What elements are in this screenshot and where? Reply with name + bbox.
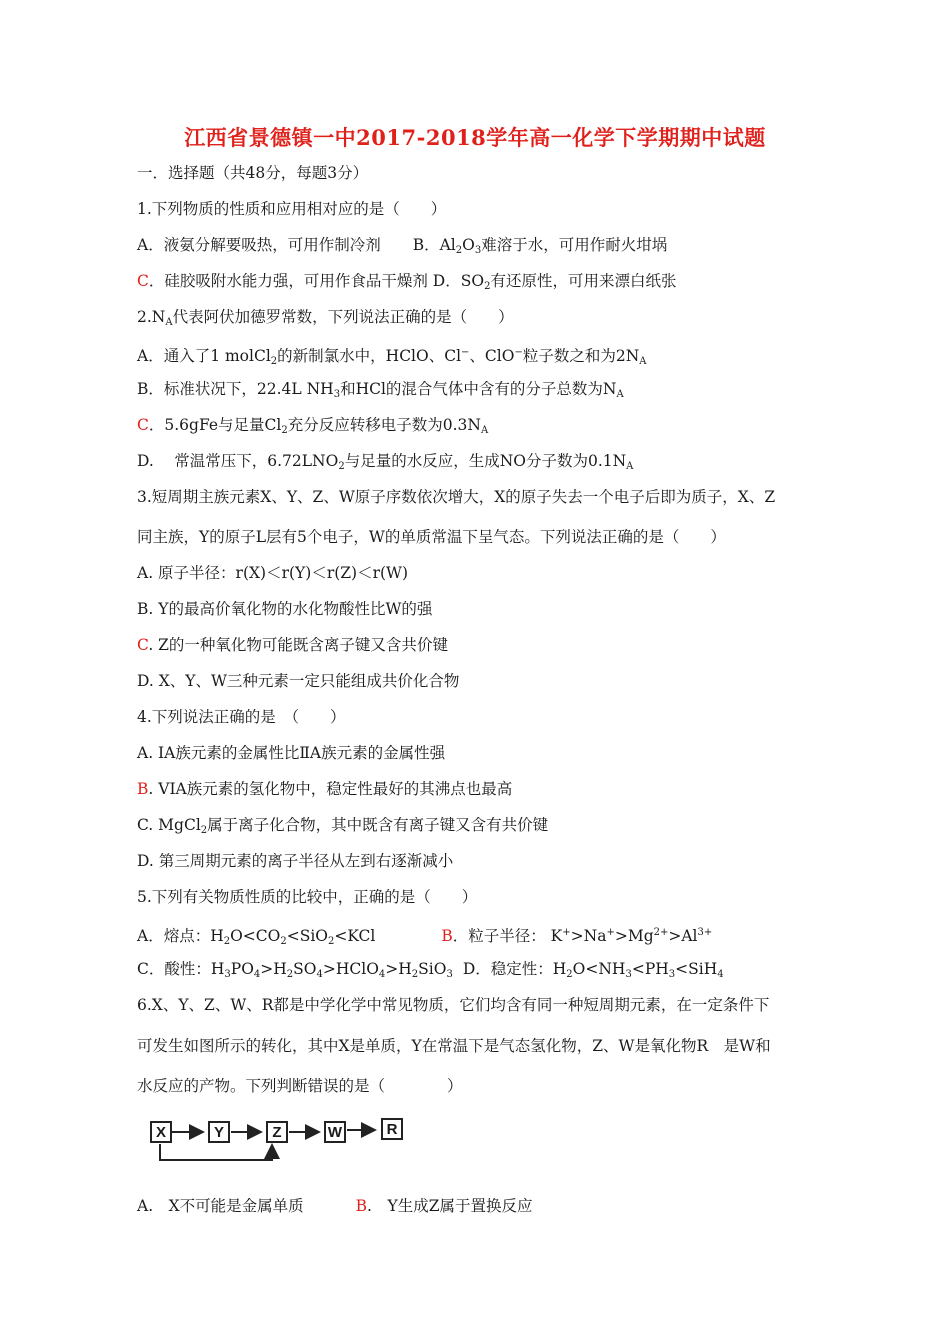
q2-option-a: A．通入了1 molCl$_2$的新制氯水中，HClO、Cl−、ClO−粒子数之和为$2N_A$ bbox=[137, 347, 647, 367]
arrow-x-z bbox=[160, 1144, 272, 1160]
q5-option-d: D．稳定性：$H_2O<NH_3<PH_3<SiH_4$ bbox=[462, 960, 724, 980]
question-1-stem: 1.下列物质的性质和应用相对应的是（ ） bbox=[137, 200, 447, 218]
section-heading: 一．选择题（共48分，每题3分） bbox=[137, 164, 369, 182]
q3-option-d: D. X、Y、W三种元素一定只能组成共价化合物 bbox=[137, 672, 460, 690]
answer-mark: C bbox=[137, 636, 149, 654]
question-4-stem: 4.下列说法正确的是 （ ） bbox=[137, 708, 346, 726]
q2-option-d: D. 常温常压下，$6.72LNO_2$与足量的水反应，生成NO分子数为$0.1N_A$ bbox=[137, 452, 634, 472]
q3-option-b: B. Y的最高价氧化物的水化物酸性比W的强 bbox=[137, 600, 433, 618]
q5-option-a: A．熔点：$H_2O<CO_2<SiO_2<KCl$ bbox=[137, 927, 376, 947]
q2-option-b: B．标准状况下，22.4L $NH_3$和HCl的混合气体中含有的分子总数为$N_A$ bbox=[137, 380, 624, 400]
question-5-options-ab bbox=[137, 923, 712, 952]
box-r: R bbox=[381, 1118, 403, 1140]
q4-option-d: D. 第三周期元素的离子半径从左到右逐渐减小 bbox=[137, 852, 454, 870]
answer-mark: B bbox=[355, 1197, 368, 1215]
question-5-options-cd bbox=[137, 959, 724, 985]
question-6-stem-line2: 可发生如图所示的转化，其中X是单质，Y在常温下是气态氢化物，Z、W是氧化物R 是W和 bbox=[137, 1037, 771, 1055]
q4-option-a: A. ⅠA族元素的金属性比ⅡA族元素的金属性强 bbox=[137, 744, 446, 762]
q3-option-c: C. Z的一种氧化物可能既含离子键又含共价键 bbox=[137, 636, 448, 654]
question-5-stem: 5.下列有关物质性质的比较中，正确的是（ ） bbox=[137, 888, 478, 906]
question-3-stem-line2: 同主族，Y的原子L层有5个电子，W的单质常温下呈气态。下列说法正确的是（ ） bbox=[137, 528, 726, 546]
question-6-stem-line1: 6.X、Y、Z、W、R都是中学化学中常见物质，它们均含有同一种短周期元素，在一定条件下 bbox=[137, 996, 770, 1014]
answer-mark: B bbox=[137, 780, 149, 798]
question-1-options-cd: C．硅胶吸附水能力强，可用作食品干燥剂 D．$SO_2$有还原性，可用来漂白纸张 bbox=[137, 272, 677, 292]
question-3-stem-line1: 3.短周期主族元素X、Y、Z、W原子序数依次增大，X的原子失去一个电子后即为质子，X、Z bbox=[137, 488, 776, 506]
answer-mark: C bbox=[137, 416, 149, 434]
question-1-options-ab bbox=[137, 235, 667, 261]
question-6-options-ab bbox=[137, 1196, 532, 1216]
q2-option-c: C．5.6gFe与足量$Cl_2$充分反应转移电子数为$0.3N_A$ bbox=[137, 416, 489, 436]
question-6-stem-line3: 水反应的产物。下列判断错误的是（ ） bbox=[137, 1077, 463, 1095]
box-z: Z bbox=[266, 1121, 288, 1143]
box-w: W bbox=[324, 1121, 346, 1143]
answer-mark: C bbox=[137, 272, 149, 290]
q5-option-c: C．酸性：$H_3PO_4>H_2SO_4>HClO_4>H_2SiO_3$ bbox=[137, 960, 453, 980]
q1-option-b: B．$Al_2O_3$难溶于水，可用作耐火坩埚 bbox=[412, 236, 668, 256]
box-y: Y bbox=[208, 1121, 230, 1143]
q4-option-b: B. VIA族元素的氢化物中，稳定性最好的其沸点也最高 bbox=[137, 780, 513, 798]
question-2-stem: $2.N_A$代表阿伏加德罗常数，下列说法正确的是（ ） bbox=[137, 308, 514, 328]
q3-option-a: A. 原子半径：r(X)＜r(Y)＜r(Z)＜r(W) bbox=[137, 564, 409, 582]
q4-option-c: C. MgCl$_2$属于离子化合物，其中既含有离子键又含有共价键 bbox=[137, 816, 549, 836]
q5-option-b: B．粒子半径： $K^+>Na^+>Mg^{2+}>Al^{3+}$ bbox=[441, 927, 713, 945]
q6-option-a: A. X不可能是金属单质 bbox=[137, 1197, 304, 1215]
answer-mark: B bbox=[441, 927, 453, 945]
page-title: 江西省景德镇一中2017-2018学年高一化学下学期期中试题 bbox=[184, 125, 766, 150]
q1-option-a: A．液氨分解要吸热，可用作制冷剂 bbox=[137, 236, 381, 254]
box-x: X bbox=[150, 1121, 172, 1143]
q6-option-b: B. Y生成Z属于置换反应 bbox=[355, 1197, 533, 1215]
